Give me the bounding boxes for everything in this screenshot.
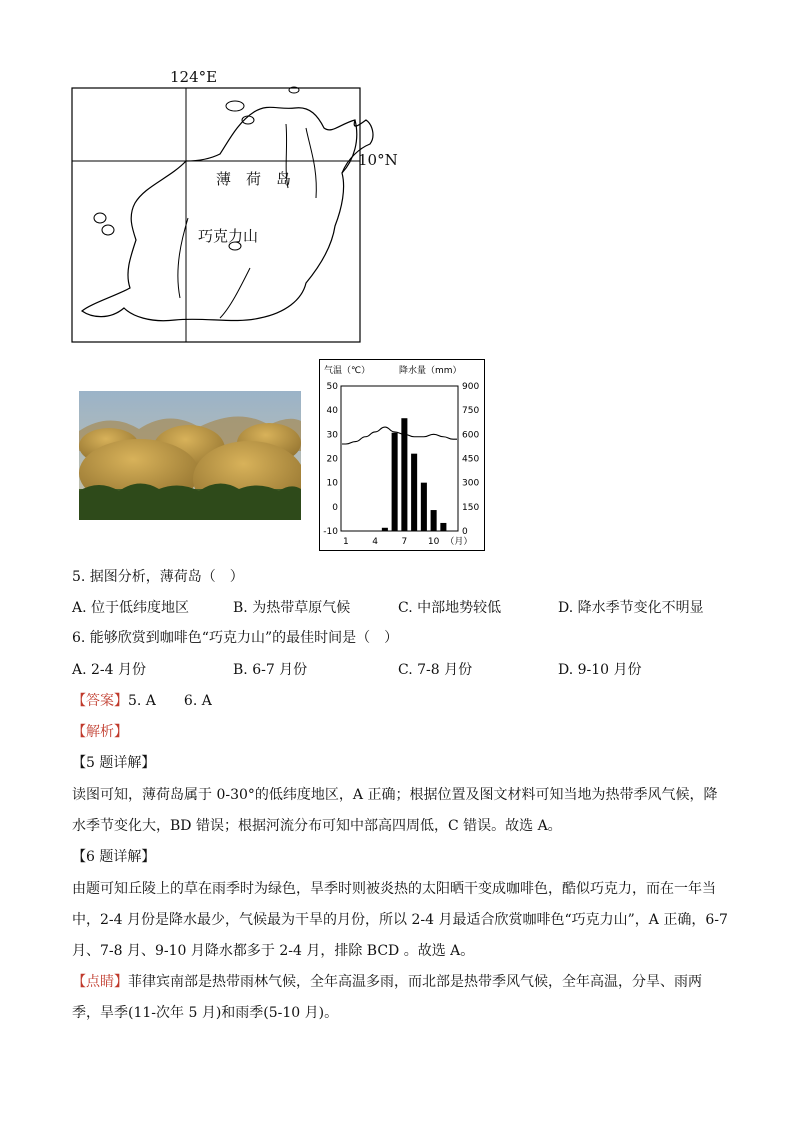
island-map	[70, 68, 400, 344]
precip-bar-10	[431, 510, 437, 531]
q6-option-d: D. 9-10 月份	[558, 662, 642, 678]
precip-bar-7	[401, 418, 407, 531]
analysis-tag: 【解析】	[72, 724, 128, 740]
right-tick-label: 600	[462, 430, 480, 441]
tip-line-1	[72, 972, 702, 992]
x-tick-label: 7	[401, 537, 408, 547]
island-name-label: 薄 荷 岛	[216, 170, 292, 188]
precip-bar-9	[421, 483, 427, 531]
q5-stem: 5. 据图分析，薄荷岛（ ）	[72, 569, 244, 585]
left-tick-label: -10	[323, 527, 338, 537]
right-tick-label: 300	[462, 478, 480, 489]
precip-bar-5	[382, 528, 388, 531]
q6-analysis-heading: 【6 题详解】	[72, 849, 156, 865]
chocolate-hills-label: 巧克力山	[198, 227, 259, 245]
right-tick-label: 150	[462, 502, 480, 513]
map-frame	[72, 88, 360, 342]
left-tick-label: 10	[326, 478, 338, 489]
q6-analysis-line-3: 月、7-8 月、9-10 月降水都多于 2-4 月，排除 BCD 。故选 A。	[72, 943, 475, 959]
latitude-label: 10°N	[358, 151, 398, 169]
q5-analysis-line-2: 水季节变化大，BD 错误；根据河流分布可知中部高四周低，C 错误。故选 A。	[72, 818, 562, 834]
left-tick-label: 50	[326, 382, 338, 392]
map-drawing	[70, 68, 400, 344]
right-tick-label: 0	[462, 527, 468, 537]
right-tick-label: 900	[462, 382, 480, 392]
q5-analysis-line-1: 读图可知，薄荷岛属于 0-30°的低纬度地区，A 正确；根据位置及图文材料可知当地为热带季风气候，降	[72, 787, 718, 803]
q6-option-c: C. 7-8 月份	[398, 662, 473, 678]
q6-analysis-line-2: 中，2-4 月份是降水最少，气候最为干旱的月份，所以 2-4 月最适合欣赏咖啡色“巧克力山”，A 正确，6-7	[72, 912, 728, 928]
precip-axis-header: 降水量（mm）	[399, 366, 462, 376]
x-axis-unit: （月）	[445, 537, 473, 547]
x-tick-label: 10	[427, 537, 440, 547]
right-tick-label: 750	[462, 406, 480, 417]
left-tick-label: 20	[326, 454, 338, 465]
precip-bar-6	[392, 433, 398, 531]
answer-line	[72, 691, 212, 711]
temp-axis-header: 气温（℃）	[324, 366, 371, 376]
left-tick-label: 40	[326, 406, 338, 417]
q6-analysis-line-1: 由题可知丘陵上的草在雨季时为绿色，旱季时则被炎热的太阳晒干变成咖啡色，酷似巧克力，而在一年当	[72, 881, 716, 897]
tip-text-1: 菲律宾南部是热带雨林气候，全年高温多雨，而北部是热带季风气候，全年高温，分旱、雨两	[128, 974, 702, 990]
q6-option-a: A. 2-4 月份	[72, 662, 147, 678]
left-tick-label: 0	[332, 502, 338, 513]
tip-line-2: 季，旱季(11-次年 5 月)和雨季(5-10 月)。	[72, 1005, 339, 1021]
precip-bar-11	[440, 523, 446, 531]
x-tick-label: 4	[372, 537, 378, 547]
tip-tag: 【点睛】	[72, 974, 128, 990]
q5-analysis-heading: 【5 题详解】	[72, 755, 156, 771]
q6-stem: 6. 能够欣赏到咖啡色“巧克力山”的最佳时间是（ ）	[72, 630, 399, 646]
longitude-label: 124°E	[170, 68, 218, 86]
x-tick-label: 1	[343, 537, 349, 547]
q5-option-a: A. 位于低纬度地区	[72, 600, 190, 616]
left-tick-label: 30	[326, 430, 338, 441]
precip-bar-8	[411, 454, 417, 531]
answer-text: 5. A 6. A	[128, 693, 212, 709]
climate-chart	[319, 359, 485, 551]
answer-tag: 【答案】	[72, 693, 128, 709]
q6-option-b: B. 6-7 月份	[233, 662, 308, 678]
chocolate-hills-photo	[79, 391, 301, 520]
q5-option-b: B. 为热带草原气候	[233, 600, 351, 616]
right-tick-label: 450	[462, 454, 480, 465]
q5-option-c: C. 中部地势较低	[398, 600, 502, 616]
climate-chart-svg	[319, 359, 485, 551]
q5-option-d: D. 降水季节变化不明显	[558, 600, 704, 616]
